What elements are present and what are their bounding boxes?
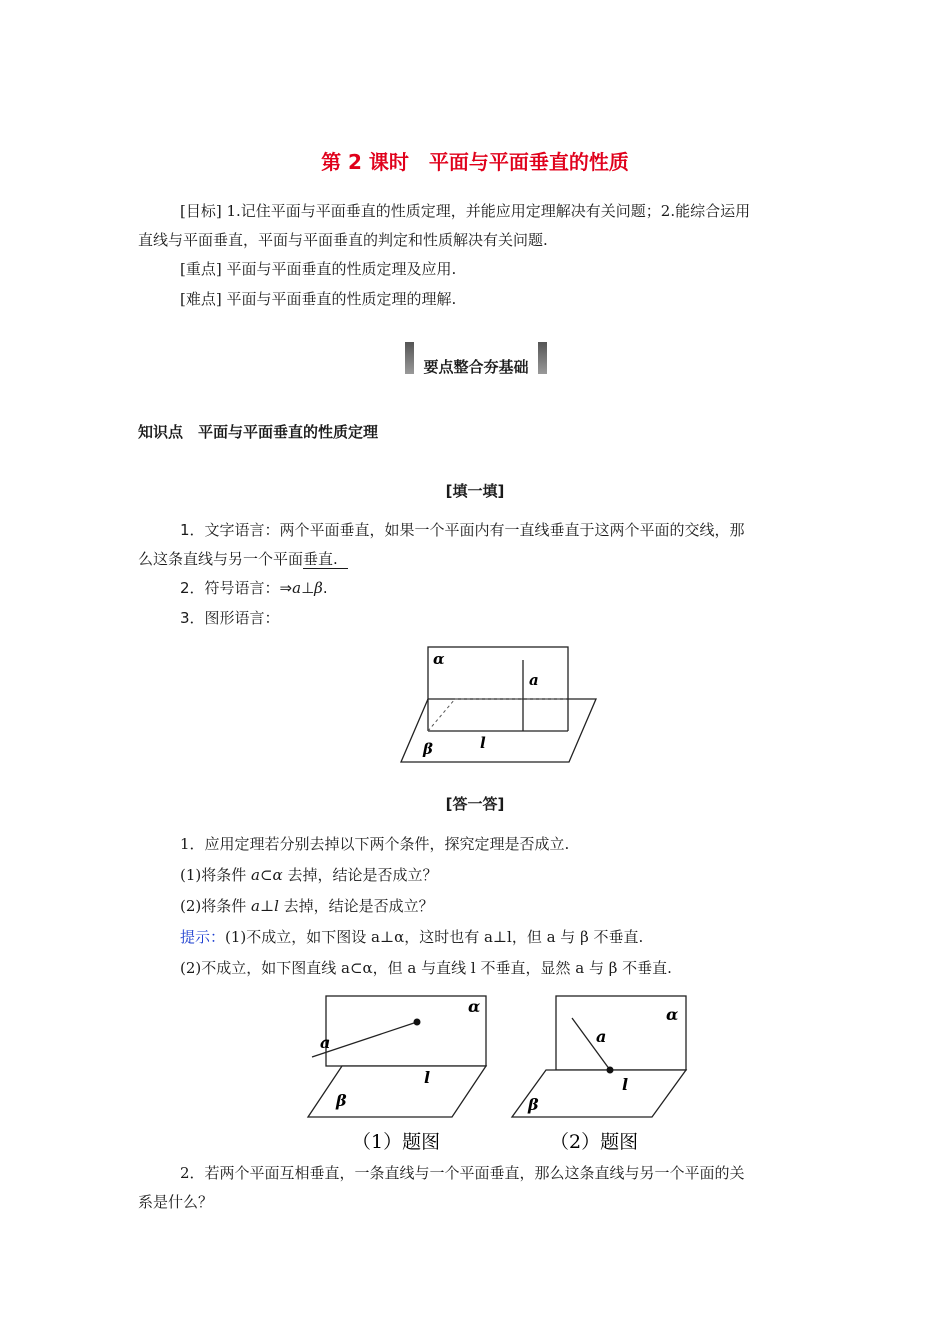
difficulty-tag: [难点] [180, 290, 222, 308]
d2-label-a: a [596, 1027, 607, 1046]
fill-item-1-line-2 [138, 548, 348, 570]
figure-plane-perpendicular [395, 640, 605, 770]
section-banner-text: 要点整合夯基础 [423, 358, 529, 376]
label-alpha: α [433, 650, 445, 668]
answer-heading: [答一答] [445, 795, 505, 813]
d1-plane-alpha [326, 996, 486, 1066]
hint-line-1 [180, 926, 643, 948]
difficulty-line [180, 288, 456, 310]
key-line [180, 258, 456, 280]
d2-label-beta: β [528, 1095, 539, 1114]
knowledge-point-heading: 知识点 平面与平面垂直的性质定理 [138, 423, 379, 441]
d2-label-l: l [622, 1075, 629, 1094]
hint-diagram-2 [512, 996, 686, 1153]
page-title: 第 2 课时 平面与平面垂直的性质 [321, 150, 629, 174]
d2-label-alpha: α [666, 1005, 679, 1024]
target-tag: [目标] [180, 202, 222, 220]
d1-label-l: l [424, 1068, 431, 1087]
d1-plane-beta [308, 1066, 486, 1117]
q1-2-pre: (2)将条件 [180, 897, 252, 915]
hint-line-2: (2)不成立，如下图直线 a⊂α，但 a 与直线 l 不垂直，显然 a 与 β 不垂直. [180, 959, 672, 977]
target-line [180, 200, 750, 222]
question-2-line-2: 系是什么？ [138, 1193, 214, 1211]
d1-label-a: a [320, 1033, 331, 1052]
figure-hint-diagrams [300, 990, 700, 1160]
hint-text-1: (1)不成立，如下图设 a⊥α，这时也有 a⊥l，但 a 与 β 不垂直. [225, 928, 644, 946]
d1-caption: （1）题图 [352, 1131, 441, 1153]
fill-item-1-line-1: 1．文字语言：两个平面垂直，如果一个平面内有一直线垂直于这两个平面的交线，那 [180, 521, 745, 539]
q1-1-expr: a⊂α [251, 866, 283, 884]
hint-label: 提示： [180, 928, 226, 946]
q1-1-post: 去掉，结论是否成立？ [282, 866, 438, 884]
section-banner [405, 342, 547, 374]
fill-item-2-perp: ⊥ [301, 579, 315, 597]
fill-item-2 [180, 577, 328, 599]
question-1: 1．应用定理若分别去掉以下两个条件，探究定理是否成立. [180, 835, 570, 853]
question-1-2 [180, 895, 434, 917]
question-1-1 [180, 864, 437, 886]
label-l: l [480, 734, 486, 752]
fill-item-3: 3．图形语言： [180, 609, 280, 627]
fill-blank: 垂直. [303, 550, 348, 569]
fill-item-2-prefix: 2．符号语言：⇒ [180, 579, 293, 597]
label-beta: β [423, 740, 433, 758]
label-a: a [529, 671, 539, 689]
d1-point [414, 1019, 421, 1026]
d1-label-alpha: α [468, 997, 481, 1016]
fill-heading: [填一填] [445, 482, 505, 500]
q1-2-post: 去掉，结论是否成立？ [278, 897, 434, 915]
key-tag: [重点] [180, 260, 222, 278]
difficulty-text: 平面与平面垂直的性质定理的理解. [221, 290, 457, 308]
fill-item-2-a: a [292, 579, 302, 597]
d1-label-beta: β [336, 1091, 347, 1110]
target-text-1: 1.记住平面与平面垂直的性质定理，并能应用定理解决有关问题；2.能综合运用 [221, 202, 751, 220]
d2-point [607, 1067, 614, 1074]
question-2-line-1: 2．若两个平面互相垂直，一条直线与一个平面垂直，那么这条直线与另一个平面的关 [180, 1164, 745, 1182]
fill-item-2-end: . [322, 579, 328, 597]
d2-caption: （2）题图 [550, 1131, 639, 1153]
key-text: 平面与平面垂直的性质定理及应用. [221, 260, 457, 278]
q1-2-expr: a⊥l [251, 897, 279, 915]
target-text-2: 直线与平面垂直，平面与平面垂直的判定和性质解决有关问题. [138, 231, 548, 249]
fill-item-2-beta: β [314, 579, 323, 597]
fill-item-1-prefix: 么这条直线与另一个平面 [138, 550, 304, 568]
hint-diagram-1 [308, 996, 486, 1153]
q1-1-pre: (1)将条件 [180, 866, 252, 884]
